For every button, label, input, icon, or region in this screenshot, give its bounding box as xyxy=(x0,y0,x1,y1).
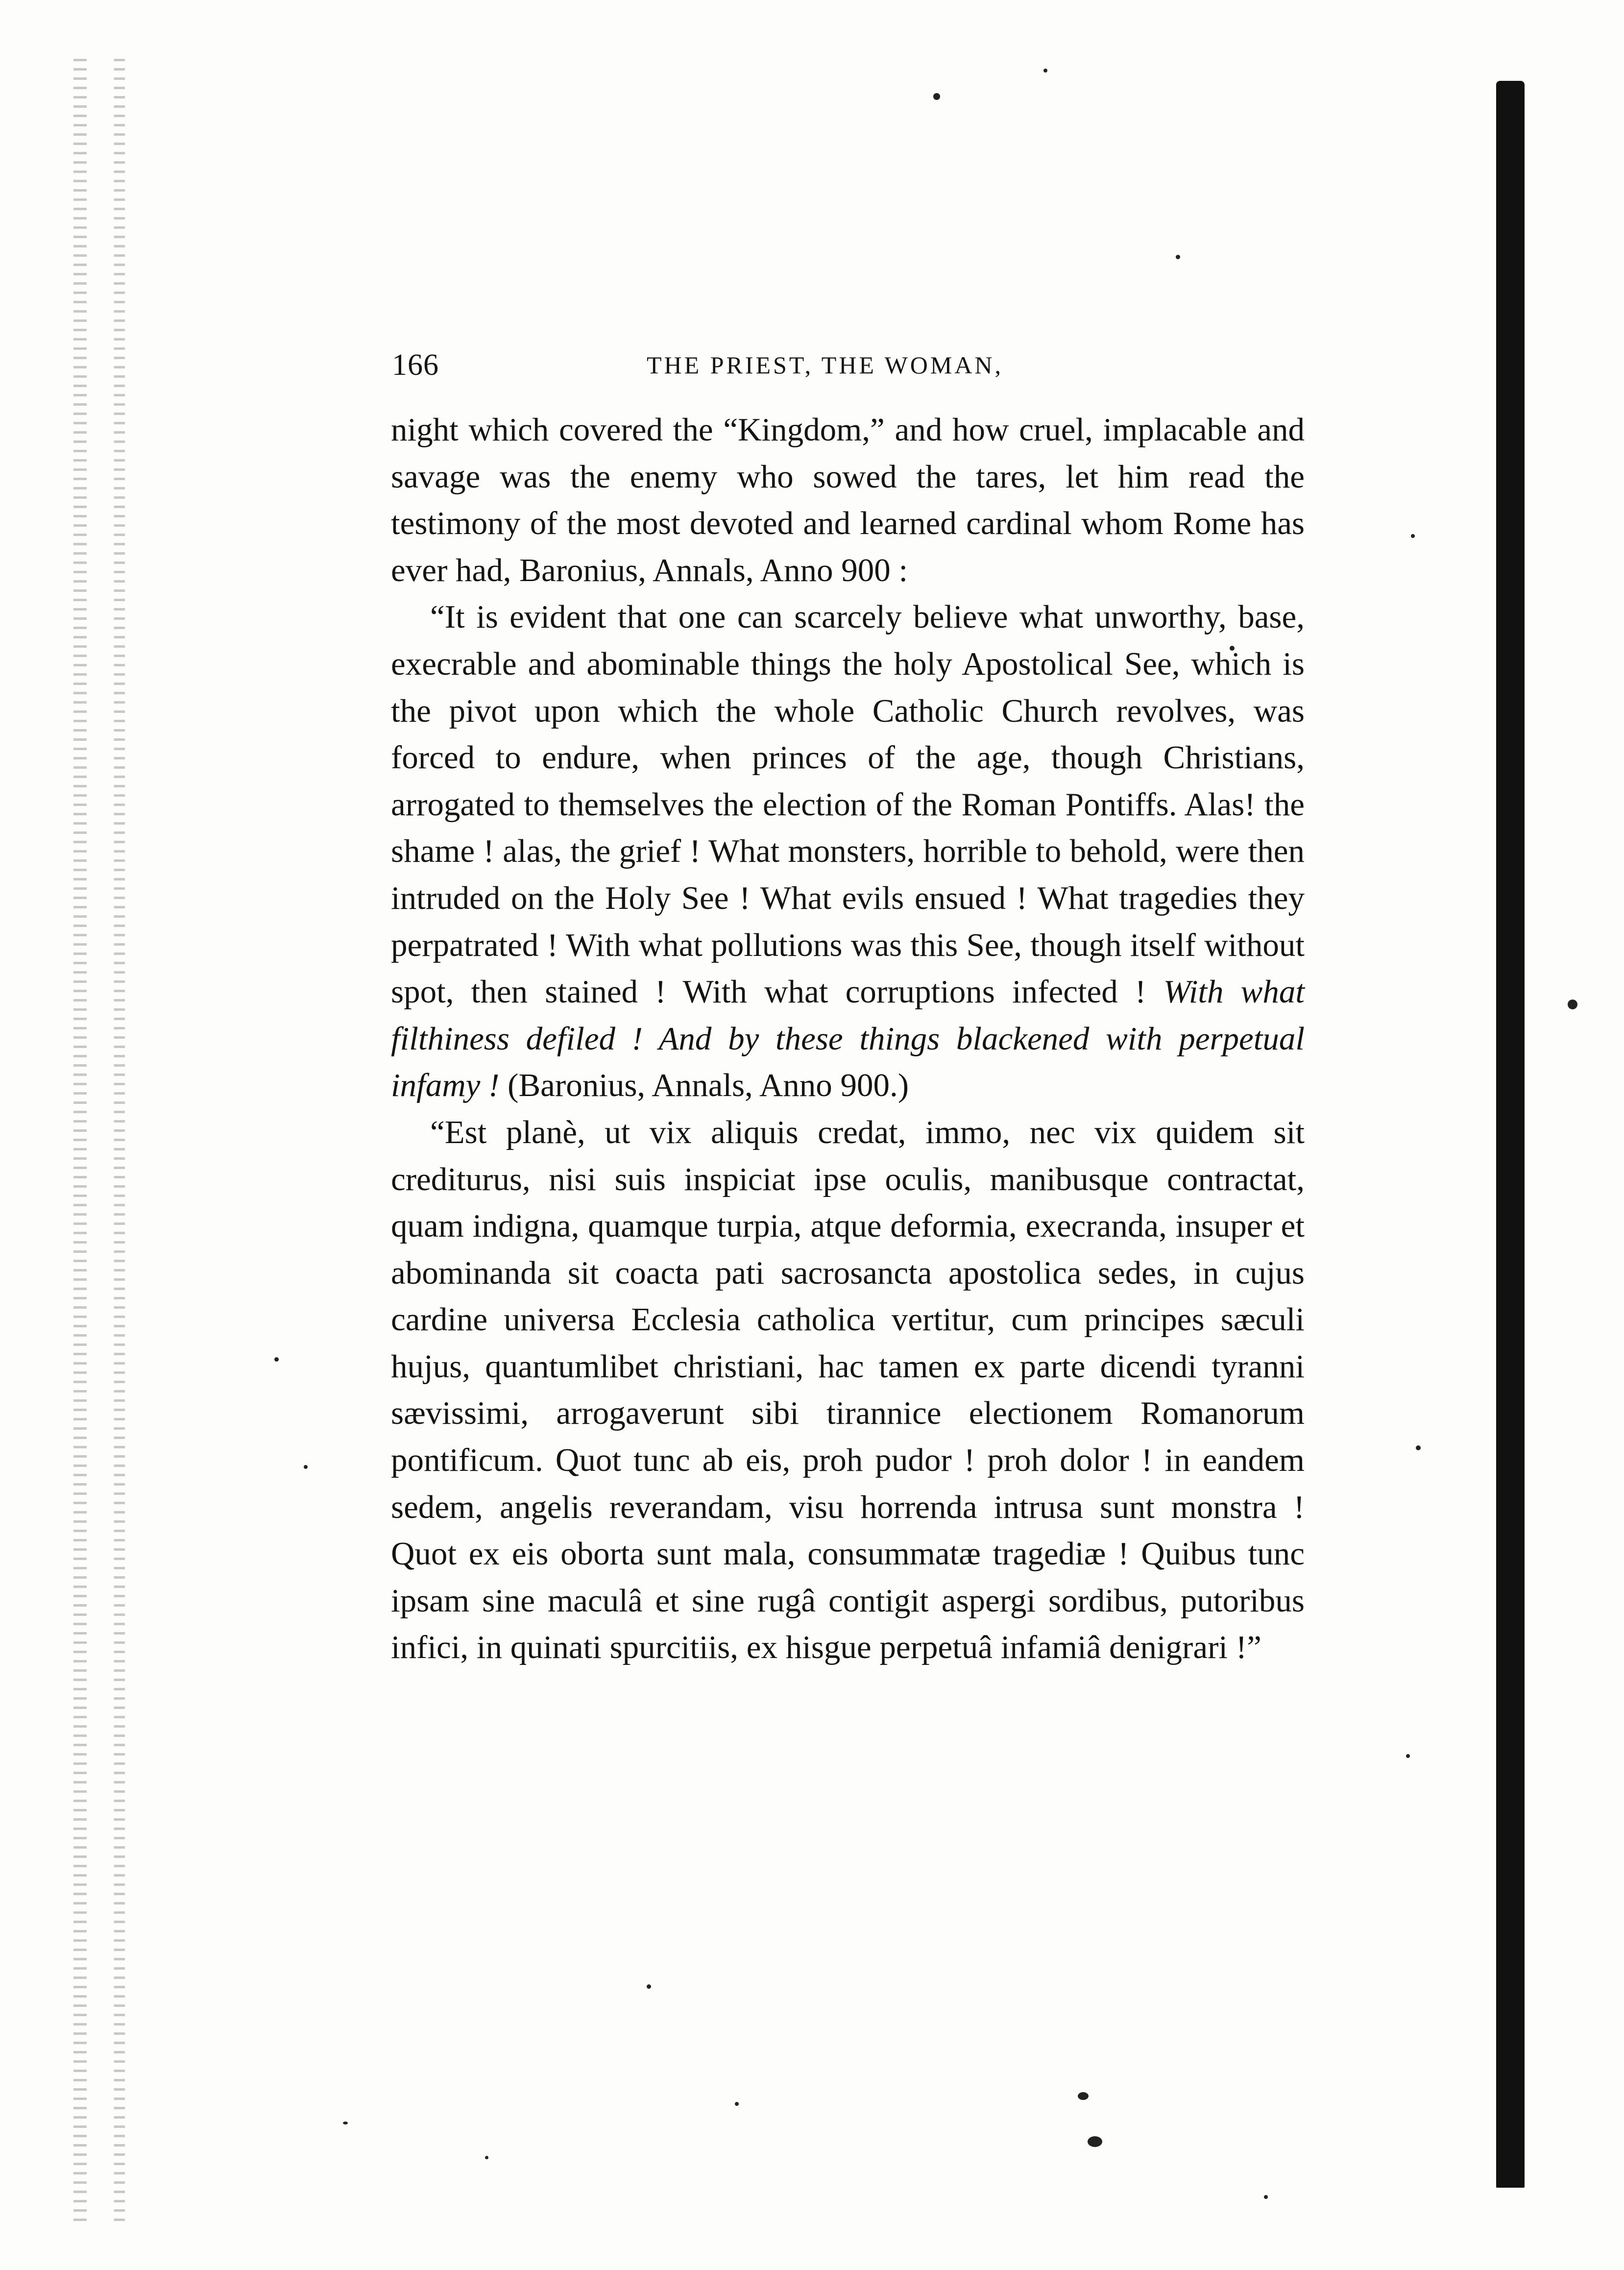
page-number: 166 xyxy=(392,348,439,382)
scan-edge-bar xyxy=(1496,81,1525,2188)
running-head: THE PRIEST, THE WOMAN, xyxy=(647,351,1004,379)
quotation-italic-text: With what filthiness defiled ! And by these things blackened with perpetual infamy ! xyxy=(391,974,1305,1104)
page-header xyxy=(392,343,1303,387)
quotation-text: “It is evident that one can scarcely believe what unworthy, base, execrable and abominable things the holy Apostolical See, which is the pivot upon which the whole Catholic Church revolves, was forced to endure, when princes of the age, though Christians, arrogated to themselves the election of the Roman Pontiffs. Alas! the shame ! alas, the grief ! What monsters, horrible to behold, were then intruded on the Holy See ! What evils ensued ! What tragedies they perpatrated ! With what pollutions was this See, though itself without spot, then stained ! With what corruptions infected ! xyxy=(391,599,1305,1010)
body-text xyxy=(391,407,1305,1671)
citation-text: (Baronius, Annals, Anno 900.) xyxy=(499,1067,909,1104)
paragraph-3-latin: “Est planè, ut vix aliquis credat, immo, nec vix quidem sit crediturus, nisi suis inspiciat ipse oculis, manibusque contractat, quam indigna, quamque turpia, atque deformia, execranda, insuper et abominanda sit coacta pati sacrosancta apostolica sedes, in cujus cardine universa Ecclesia catholica vertitur, cum principes sæculi hujus, quantumlibet christiani, hac tamen ex parte dicendi tyranni sævissimi, arrogaverunt sibi tirannice electionem Romanorum pontificum. Quot tunc ab eis, proh pudor ! proh dolor ! in eandem sedem, angelis reverandam, visu horrenda intrusa sunt monstra ! Quot ex eis oborta sunt mala, consummatæ tragediæ ! Quibus tunc ipsam sine maculâ et sine rugâ contigit aspergi sordibus, putoribus infici, in quinati spurcitiis, ex hisgue perpetuâ infamiâ denigrari !” xyxy=(391,1114,1305,1666)
paragraph-1: night which covered the “Kingdom,” and how cruel, implacable and savage was the enemy who sowed the tares, let him read the testimony of the most devoted and learned cardinal whom Rome has ever had, Baronius, Annals, Anno 900 : xyxy=(391,412,1305,588)
paragraph-2-quotation xyxy=(391,594,1305,1109)
binding-edge-shadow xyxy=(73,59,147,2224)
